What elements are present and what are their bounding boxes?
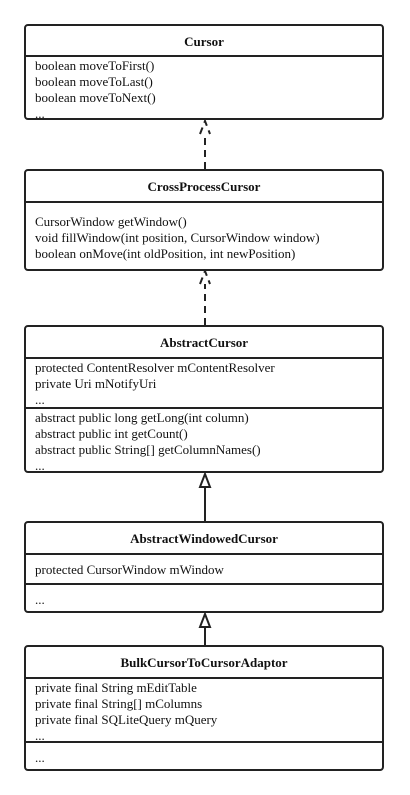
realization-crossprocesscursor-to-cursor	[200, 121, 210, 169]
attribute: private final String mEditTable	[35, 680, 197, 695]
operations-section	[26, 409, 382, 473]
attribute: ...	[35, 728, 45, 743]
attribute: protected ContentResolver mContentResolver	[35, 360, 275, 375]
attribute: private final SQLiteQuery mQuery	[35, 712, 218, 727]
class-bulkcursortocursoradaptor	[24, 645, 384, 771]
operation: boolean moveToFirst()	[35, 58, 155, 73]
class-cursor	[24, 24, 384, 120]
operation: abstract public long getLong(int column)	[35, 410, 249, 425]
attributes-section	[26, 359, 382, 409]
generalization-abstractwindowedcursor-to-abstractcursor	[200, 474, 210, 521]
operation: ...	[35, 750, 45, 765]
operation: boolean onMove(int oldPosition, int newPosition)	[35, 246, 296, 261]
operation: ...	[35, 106, 45, 120]
class-name: CrossProcessCursor	[26, 171, 382, 203]
class-abstractwindowedcursor	[24, 521, 384, 613]
operation: abstract public int getCount()	[35, 426, 188, 441]
class-name: AbstractCursor	[26, 327, 382, 359]
generalization-bulkcursor-to-abstractwindowedcursor	[200, 614, 210, 645]
class-name: AbstractWindowedCursor	[26, 523, 382, 555]
operation: abstract public String[] getColumnNames()	[35, 442, 261, 457]
operations-section	[26, 57, 382, 120]
attributes-section	[26, 679, 382, 743]
operations-section	[26, 585, 382, 613]
attribute: private final String[] mColumns	[35, 696, 203, 711]
class-name: BulkCursorToCursorAdaptor	[26, 647, 382, 679]
attributes-section	[26, 555, 382, 585]
attribute: private Uri mNotifyUri	[35, 376, 157, 391]
operation: boolean moveToLast()	[35, 74, 153, 89]
operation: void fillWindow(int position, CursorWindow window)	[35, 230, 320, 245]
realization-abstractcursor-to-crossprocesscursor	[200, 271, 210, 325]
class-crossprocesscursor	[24, 169, 384, 271]
operation: boolean moveToNext()	[35, 90, 156, 105]
operations-section	[26, 203, 382, 262]
operation: ...	[35, 592, 45, 607]
operation: CursorWindow getWindow()	[35, 214, 187, 229]
operation: ...	[35, 458, 45, 473]
attribute: ...	[35, 392, 45, 407]
attribute: protected CursorWindow mWindow	[35, 562, 224, 577]
class-name: Cursor	[26, 26, 382, 57]
class-abstractcursor	[24, 325, 384, 473]
operations-section	[26, 743, 382, 769]
